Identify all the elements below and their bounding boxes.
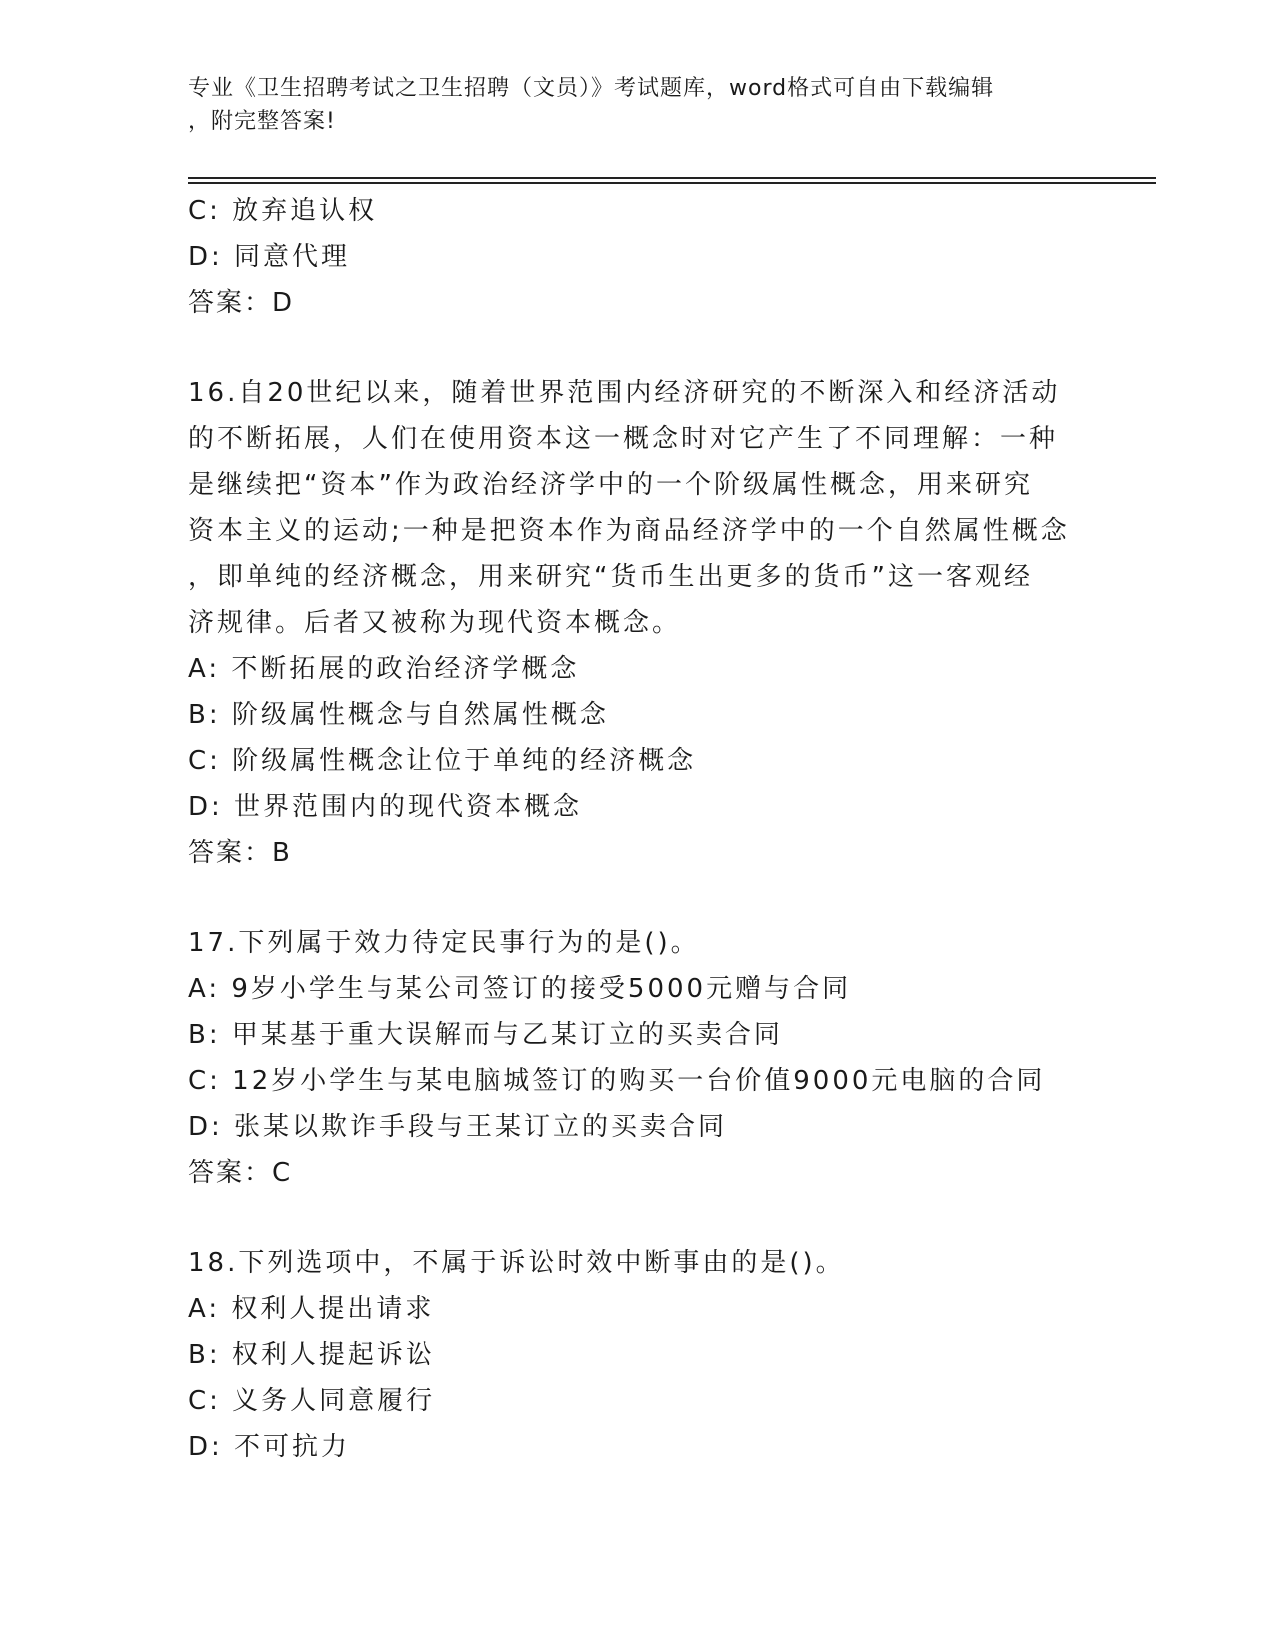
document-header — [188, 72, 1088, 138]
question-stem-line: 16.自20世纪以来，随着世界范围内经济研究的不断深入和经济活动 — [188, 378, 1061, 408]
option-b: B: 权利人提起诉讼 — [188, 1340, 435, 1370]
question-stem-line: 资本主义的运动;一种是把资本作为商品经济学中的一个自然属性概念 — [188, 516, 1070, 546]
question-stem-line: ，即单纯的经济概念，用来研究“货币生出更多的货币”这一客观经 — [188, 562, 1033, 592]
question-18 — [188, 1240, 1088, 1470]
answer-line: 答案：D — [188, 288, 295, 318]
option-c: C: 放弃追认权 — [188, 196, 378, 226]
question-stem-line: 济规律。后者又被称为现代资本概念。 — [188, 608, 682, 638]
question-stem-line: 的不断拓展，人们在使用资本这一概念时对它产生了不同理解：一种 — [188, 424, 1059, 454]
option-d: D: 同意代理 — [188, 242, 351, 272]
answer-line: 答案：B — [188, 838, 292, 868]
spacer — [188, 1196, 1088, 1240]
option-b: B: 阶级属性概念与自然属性概念 — [188, 700, 609, 730]
answer-line: 答案：C — [188, 1158, 293, 1188]
option-b: B: 甲某基于重大误解而与乙某订立的买卖合同 — [188, 1020, 783, 1050]
spacer — [188, 876, 1088, 920]
option-d: D: 世界范围内的现代资本概念 — [188, 792, 583, 822]
header-line-1: 专业《卫生招聘考试之卫生招聘（文员）》考试题库，word格式可自由下载编辑 — [188, 76, 995, 101]
option-a: A: 不断拓展的政治经济学概念 — [188, 654, 580, 684]
option-d: D: 不可抗力 — [188, 1432, 351, 1462]
header-divider-bottom — [188, 182, 1156, 184]
question-17 — [188, 920, 1088, 1196]
header-line-2: ，附完整答案! — [188, 109, 336, 134]
option-a: A: 9岁小学生与某公司签订的接受5000元赠与合同 — [188, 974, 852, 1004]
spacer — [188, 326, 1088, 370]
question-stem-line: 18.下列选项中，不属于诉讼时效中断事由的是()。 — [188, 1248, 845, 1278]
option-c: C: 阶级属性概念让位于单纯的经济概念 — [188, 746, 697, 776]
option-c: C: 义务人同意履行 — [188, 1386, 436, 1416]
question-stem-line: 17.下列属于效力待定民事行为的是()。 — [188, 928, 700, 958]
header-divider-top — [188, 177, 1156, 179]
partial-question — [188, 188, 1088, 326]
option-a: A: 权利人提出请求 — [188, 1294, 435, 1324]
question-content — [188, 188, 1088, 1470]
option-d: D: 张某以欺诈手段与王某订立的买卖合同 — [188, 1112, 728, 1142]
question-16 — [188, 370, 1088, 876]
question-stem-line: 是继续把“资本”作为政治经济学中的一个阶级属性概念，用来研究 — [188, 470, 1033, 500]
option-c: C: 12岁小学生与某电脑城签订的购买一台价值9000元电脑的合同 — [188, 1066, 1046, 1096]
